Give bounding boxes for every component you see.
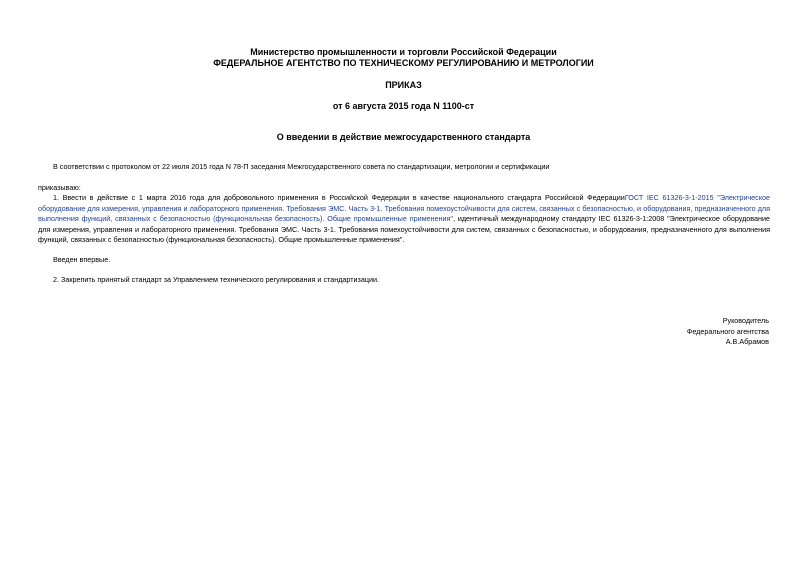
standard-link[interactable]: ГОСТ IEC 61326-3-1-2015 "Электрическое оборудование для измерения, управления и лабораторного применения. Требования ЭМС. Часть 3-1. Требования помехоустойчивости для систем, связанных с безопасностью, и оборудования, предназначенного для выполнения функций, связанных с безопасностью (функциональная безопасность). Общие промышленные применения" <box>38 193 770 223</box>
item-1 <box>38 193 770 246</box>
preamble: В соответствии с протоколом от 22 июля 2015 года N 78-П заседания Межгосударственного совета по стандартизации, метрологии и сертификации <box>53 162 550 171</box>
introduced-note: Введен впервые. <box>53 255 111 264</box>
signature-agency: Федерального агентства <box>686 326 769 336</box>
item-1-end: , идентичный международному стандарту IEC 61326-3-1:2008 "Электрическое оборудование для измерения, управления и лабораторного применения. Требования ЭМС. Часть 3-1. Требования помехоустойчивости для систем, связанных с безопасностью, и оборудования, предназначенного для выполнения функций, связанных с безопасностью (функциональная безопасность). Общие промышленные применения". <box>38 214 770 244</box>
header-block <box>0 47 807 69</box>
item-1-start: 1. Ввести в действие с 1 марта 2016 года для добровольного применения в Российской Федерации в качестве национального стандарта Российской Федерации <box>53 193 625 202</box>
doc-title: О введении в действие межгосударственного стандарта <box>276 132 531 142</box>
order-word: приказываю: <box>38 183 81 192</box>
item-2: 2. Закрепить принятый стандарт за Управлением технического регулирования и стандартизации. <box>53 275 379 284</box>
agency-name: ФЕДЕРАЛЬНОЕ АГЕНТСТВО ПО ТЕХНИЧЕСКОМУ РЕГУЛИРОВАНИЮ И МЕТРОЛОГИИ <box>213 58 594 68</box>
signature-position: Руководитель <box>722 316 769 325</box>
signature-block <box>569 316 769 348</box>
doc-type: ПРИКАЗ <box>385 80 422 90</box>
doc-date: от 6 августа 2015 года N 1100-ст <box>332 101 475 111</box>
ministry-name: Министерство промышленности и торговли Российской Федерации <box>250 47 557 57</box>
signature-name: А.В.Абрамов <box>725 337 769 346</box>
